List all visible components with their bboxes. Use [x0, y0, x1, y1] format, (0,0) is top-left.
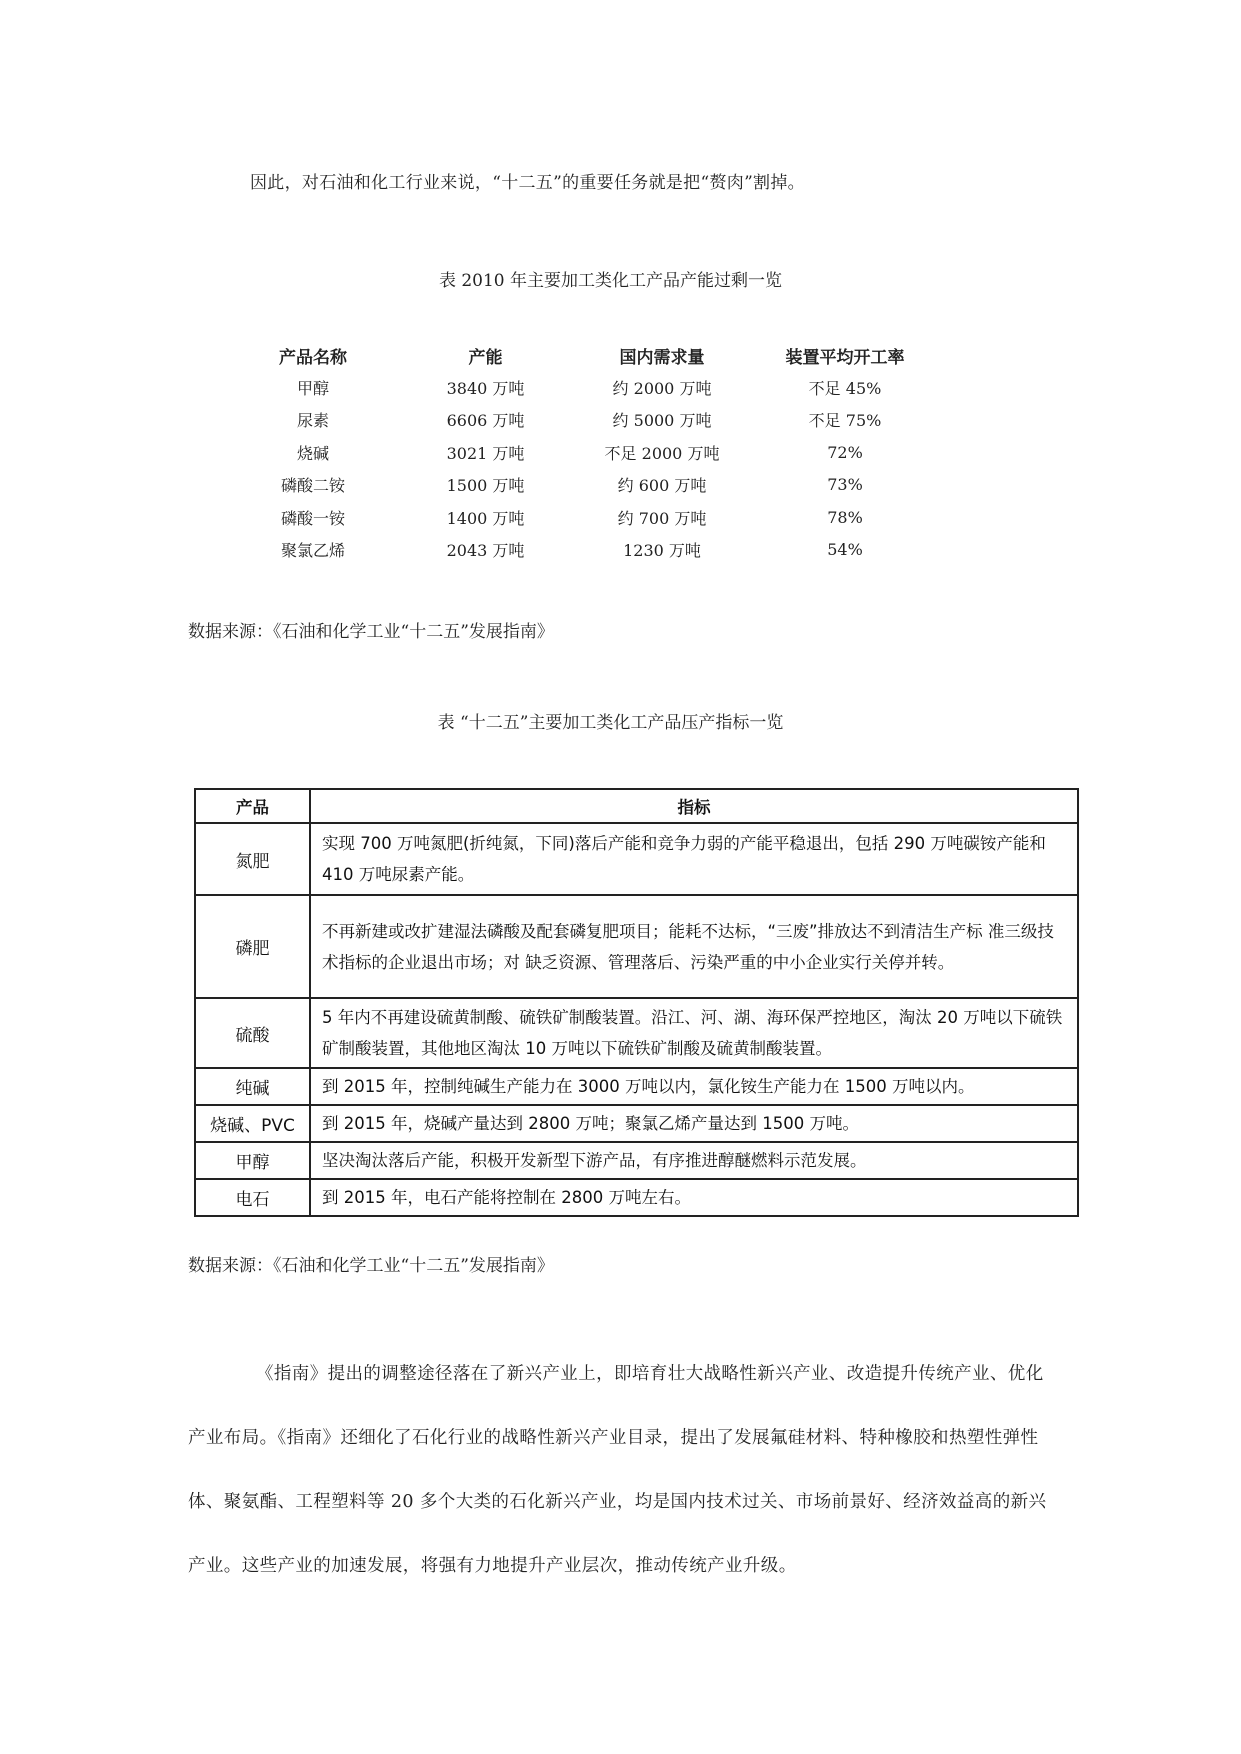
- cell-product: 烧碱: [296, 443, 329, 463]
- cell-product: 烧碱、PVC: [195, 1105, 310, 1142]
- table-row: [195, 1068, 1078, 1105]
- table-row: [195, 1105, 1078, 1142]
- table-row: [195, 823, 1078, 895]
- table2-source: 数据来源：《石油和化学工业“十二五”发展指南》: [188, 1256, 554, 1276]
- cell-demand: 不足 2000 万吨: [604, 443, 720, 463]
- cell-capacity: 6606 万吨: [446, 411, 525, 431]
- cell-indicator: 到 2015 年，控制纯碱生产能力在 3000 万吨以内，氯化铵生产能力在 1500 万吨以内。: [310, 1068, 1078, 1105]
- table-header-row: [195, 789, 1078, 823]
- cell-rate: 54%: [827, 540, 863, 560]
- cell-product: 氮肥: [195, 823, 310, 895]
- cell-capacity: 2043 万吨: [446, 541, 525, 561]
- table-row: [228, 371, 939, 403]
- header-product-name: 产品名称: [279, 347, 347, 368]
- table2-caption: 表 “十二五”主要加工类化工产品压产指标一览: [437, 713, 784, 733]
- header-capacity: 产能: [468, 347, 503, 368]
- cell-rate: 不足 75%: [808, 411, 882, 431]
- overcapacity-table: [228, 339, 939, 566]
- cell-indicator: 5 年内不再建设硫黄制酸、硫铁矿制酸装置。沿江、河、湖、海环保严控地区，淘汰 20 万吨以下硫铁矿制酸装置，其他地区淘汰 10 万吨以下硫铁矿制酸及硫黄制酸装置。: [310, 998, 1078, 1068]
- cell-product: 磷酸二铵: [280, 476, 345, 496]
- table-row: [228, 436, 939, 468]
- cell-rate: 78%: [827, 507, 863, 527]
- cell-demand: 约 5000 万吨: [612, 411, 712, 431]
- cell-indicator: 到 2015 年，烧碱产量达到 2800 万吨；聚氯乙烯产量达到 1500 万吨。: [310, 1105, 1078, 1142]
- cell-demand: 约 2000 万吨: [612, 379, 712, 399]
- header-domestic-demand: 国内需求量: [619, 347, 705, 368]
- cell-indicator: 实现 700 万吨氮肥(折纯氮，下同)落后产能和竞争力弱的产能平稳退出，包括 290 万吨碳铵产能和 410 万吨尿素产能。: [310, 823, 1078, 895]
- table-row: [195, 1179, 1078, 1216]
- capacity-reduction-table: [194, 788, 1079, 1217]
- body-text: 《指南》提出的调整途径落在了新兴产业上，即培育壮大战略性新兴产业、改造提升传统产业、优化产业布局。《指南》还细化了石化行业的战略性新兴产业目录，提出了发展氟硅材料、特种橡胶和热塑性弹性体、聚氨酯、工程塑料等 20 多个大类的石化新兴产业，均是国内技术过关、市场前景好、经济效益高的新兴产业。这些产业的加速发展，将强有力地提升产业层次，推动传统产业升级。: [188, 1364, 1047, 1576]
- header-product: 产品: [195, 789, 310, 823]
- cell-rate: 73%: [827, 475, 863, 495]
- cell-rate: 不足 45%: [808, 379, 882, 399]
- cell-demand: 约 600 万吨: [617, 476, 707, 496]
- table-row: [228, 533, 939, 565]
- table-row: [228, 404, 939, 436]
- intro-paragraph: 因此，对石油和化工行业来说，“十二五”的重要任务就是把“赘肉”割掉。: [250, 173, 805, 193]
- body-paragraph: [188, 1342, 1058, 1598]
- header-utilization-rate: 装置平均开工率: [785, 347, 905, 368]
- cell-product: 磷肥: [195, 895, 310, 998]
- cell-demand: 约 700 万吨: [617, 508, 707, 528]
- cell-capacity: 1400 万吨: [446, 508, 525, 528]
- cell-capacity: 1500 万吨: [446, 476, 525, 496]
- cell-capacity: 3021 万吨: [446, 443, 525, 463]
- table-row: [228, 501, 939, 533]
- table-row: [228, 469, 939, 501]
- cell-indicator: 不再新建或改扩建湿法磷酸及配套磷复肥项目；能耗不达标，“三废”排放达不到清洁生产标 准三级技术指标的企业退出市场；对 缺乏资源、管理落后、污染严重的中小企业实行关停并转。: [310, 895, 1078, 998]
- cell-capacity: 3840 万吨: [446, 379, 525, 399]
- table1-source: 数据来源：《石油和化学工业“十二五”发展指南》: [188, 622, 554, 642]
- cell-indicator: 坚决淘汰落后产能，积极开发新型下游产品，有序推进醇醚燃料示范发展。: [310, 1142, 1078, 1179]
- cell-indicator: 到 2015 年，电石产能将控制在 2800 万吨左右。: [310, 1179, 1078, 1216]
- cell-product: 硫酸: [195, 998, 310, 1068]
- cell-rate: 72%: [827, 442, 863, 462]
- cell-product: 甲醇: [296, 379, 329, 399]
- cell-product: 纯碱: [195, 1068, 310, 1105]
- table-row: [195, 895, 1078, 998]
- cell-product: 甲醇: [195, 1142, 310, 1179]
- cell-product: 电石: [195, 1179, 310, 1216]
- cell-demand: 1230 万吨: [623, 541, 701, 561]
- table1-caption: 表 2010 年主要加工类化工产品产能过剩一览: [438, 271, 783, 291]
- cell-product: 聚氯乙烯: [280, 541, 345, 561]
- table-row: [195, 998, 1078, 1068]
- table-header-row: [228, 339, 939, 371]
- header-indicator: 指标: [310, 789, 1078, 823]
- cell-product: 磷酸一铵: [280, 508, 345, 528]
- cell-product: 尿素: [296, 411, 329, 431]
- table-row: [195, 1142, 1078, 1179]
